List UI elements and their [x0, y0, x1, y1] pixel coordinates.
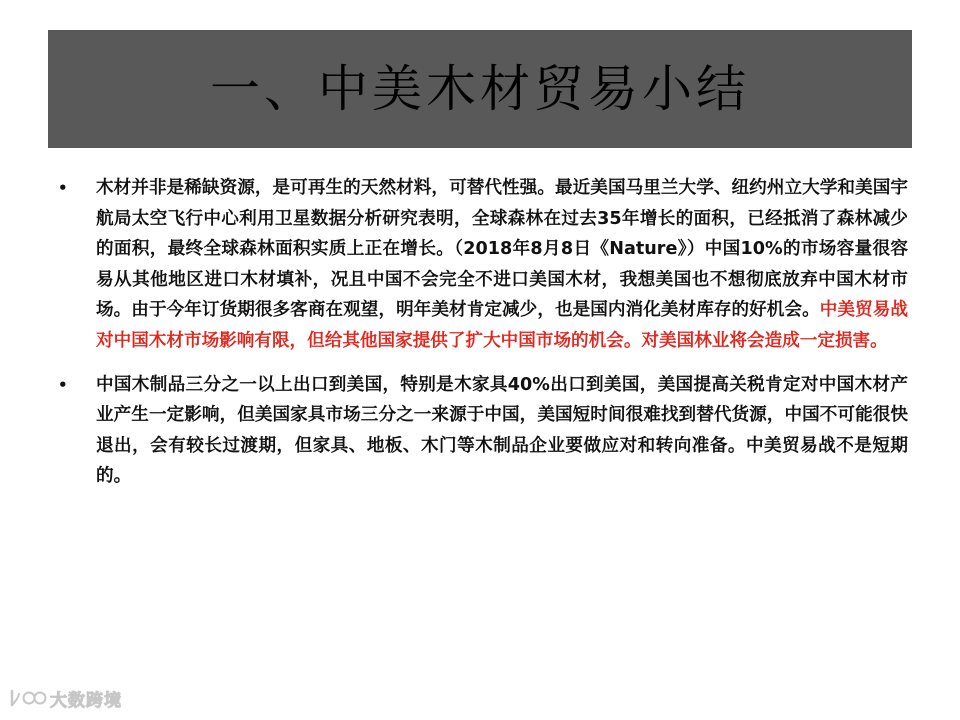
watermark-logo-icon — [8, 688, 48, 710]
bullet-list — [58, 173, 908, 492]
slide-title: 一、中美木材贸易小结 — [210, 60, 750, 118]
bullet-item — [58, 370, 908, 492]
bullet-item — [58, 173, 908, 357]
title-bar — [48, 30, 912, 148]
bullet-text: 中国木制品三分之一以上出口到美国，特别是木家具40%出口到美国，美国提高关税肯定对中国木材产业产生一定影响，但美国家具市场三分之一来源于中国，美国短时间很难找到替代货源，中国不可能很快退出，会有较长过渡期，但家具、地板、木门等木制品企业要做应对和转向准备。中美贸易战不是短期的。 — [96, 374, 908, 487]
bullet-marker: • — [58, 179, 68, 197]
watermark — [8, 686, 122, 711]
bullet-text: 木材并非是稀缺资源，是可再生的天然材料，可替代性强。最近美国马里兰大学、纽约州立大学和美国宇航局太空飞行中心利用卫星数据分析研究表明，全球森林在过去35年增长的面积，已经抵消了森林减少的面积，最终全球森林面积实质上正在增长。（2018年8月8日《Nature》）中国10%的市场容量很容易从其他地区进口木材填补，况且中国不会完全不进口美国木材，我想美国也不想彻底放弃中国木材市场。由于今年订货期很多客商在观望，明年美材肯定减少，也是国内消化美材库存的好机会。 — [96, 178, 908, 321]
bullet-highlight-text: 中美贸易战对中国木材市场影响有限，但给其他国家提供了扩大中国市场的机会。对美国林业将会造成一定损害。 — [96, 300, 908, 351]
watermark-text: 大数跨境 — [50, 691, 122, 711]
bullet-marker: • — [58, 375, 68, 394]
